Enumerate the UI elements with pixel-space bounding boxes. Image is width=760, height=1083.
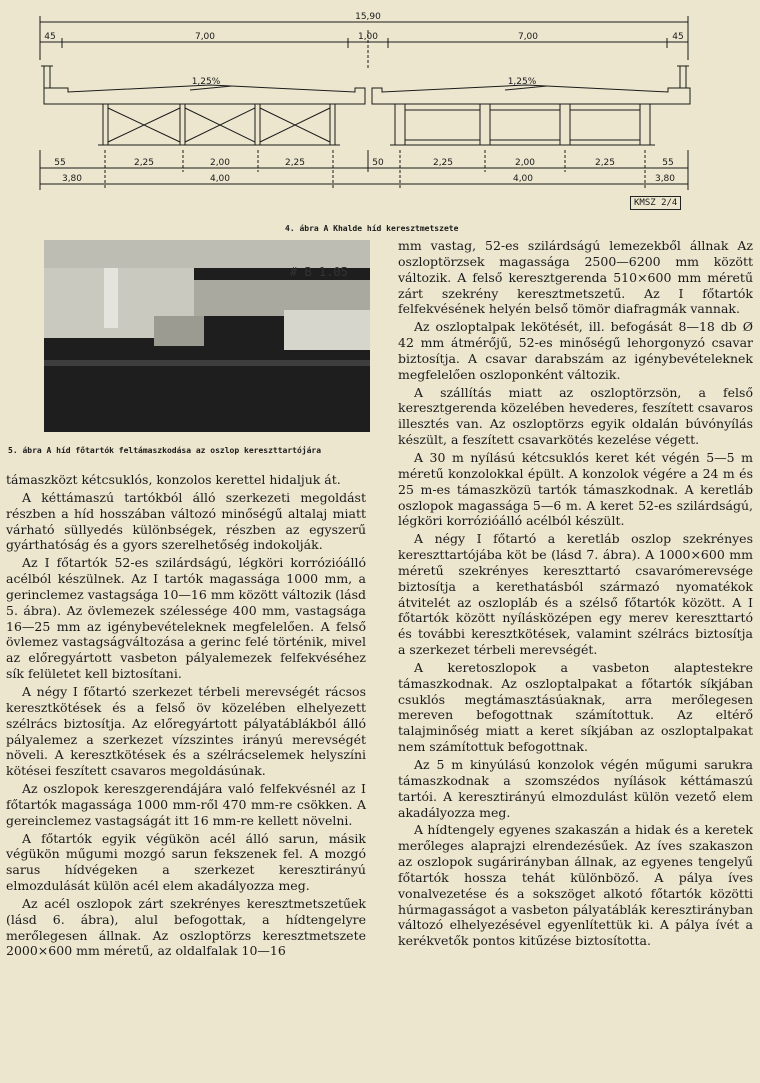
dim-bottom-8: 2,25 xyxy=(594,158,616,168)
right-text-column xyxy=(398,238,753,949)
paragraph: Az oszloptalpak lekötését, ill. befogását 8—18 db Ø 42 mm átmérőjű, 52-es minőségű lehorgonyzó csavar biztosítja. A csavar darabszám az igénybevételeknek megfelelően oszloponként változik. xyxy=(398,319,753,382)
paragraph: A főtartók egyik végükön acél álló sarun, másik végükön műgumi mozgó sarun fekszenek fel. A mozgó sarus hídvégeken a szerkezet keresztirányú elmozdulását külön acél elem akadályozza meg. xyxy=(6,830,366,894)
slope-right: 1,25% xyxy=(507,77,537,87)
dim-bottom-9: 55 xyxy=(662,158,674,168)
dim-bottom-r2-4: 3,80 xyxy=(654,174,676,184)
paragraph: mm vastag, 52-es szilárdságú lemezekből állnak Az oszloptörzsek magassága 2500—6200 mm között változik. A felső keresztgerenda 510×600 mm méretű zárt szekrény keresztmetszetű. Az I főtartók felfekvésének helyén belső tömör diafragmák vannak. xyxy=(398,238,753,317)
figure5-photo xyxy=(44,240,370,432)
dim-bottom-6: 2,25 xyxy=(432,158,454,168)
paragraph: A hídtengely egyenes szakaszán a hidak és a keretek merőleges alaprajzi elrendezésűek. Az íves szakaszon az oszlopok sugárirányban állnak, az egyenes tengelyű főtartók hossza tehát különböző. A pálya íves vonalvezetése és a sokszöget alkotó főtartók közötti húrmagasságot a vasbeton pályatáblák keresztirányban változó elhelyezésével egyenlítettük ki. A pálya ívét a kerékvetők pontos kitűzése biztosította. xyxy=(398,822,753,949)
paragraph: A kéttámaszú tartókból álló szerkezeti megoldást részben a híd hosszában változó minőségű altalaj miatt várható süllyedés különbségek, részben az egyszerű gyárthatóság és a gyors szerelhetőség indokolják. xyxy=(6,489,366,553)
figure5-caption: 5. ábra A híd főtartók feltámaszkodása az oszlop kereszttartójára xyxy=(8,446,322,455)
paragraph: Az 5 m kinyúlású konzolok végén műgumi sarukra támaszkodnak a szomszédos nyílások kéttámaszú tartói. A keresztirányú elmozdulást külön vezető elem akadályozza meg. xyxy=(398,757,753,820)
dim-bottom-7: 2,00 xyxy=(514,158,536,168)
dim-bottom-3: 2,00 xyxy=(209,158,231,168)
dim-bottom-1: 55 xyxy=(54,158,66,168)
dim-right-overhang: 45 xyxy=(672,32,684,42)
dim-bottom-4: 2,25 xyxy=(284,158,306,168)
photo-image xyxy=(44,240,370,432)
paragraph: támaszközt kétcsuklós, konzolos kerettel hidaljuk át. xyxy=(6,472,341,487)
paragraph: A négy I főtartó a keretláb oszlop szekrényes kereszttartójába köt be (lásd 7. ábra). A 1000×600 mm méretű szekrényes kereszttartó csavarómerevsége biztosítja a kerethatásból származó nyomatékok átvitelét az oszlopláb és a szélső főtartók között. A I főtartók között nyílásközépen egy merev kereszttartó és további keresztkötések, valamint szélrács biztosítja a szerkezet térbeli merevségét. xyxy=(398,531,753,658)
paragraph: Az I főtartók 52-es szilárdságú, légköri korrózióálló acélból készülnek. Az I tartók magassága 1000 mm, a gerinclemez vastagsága 10—16 mm között változik (lásd 5. ábra). Az övlemezek szélessége 400 mm, vastagsága 16—25 mm az igénybevételeknek megfelelően. A felső övlemez vastagságváltozása a gerinc felé történik, mivel az előregyártott vasbeton pályalemezek felfekvéséhez sík felületet kell biztosítani. xyxy=(6,555,366,682)
left-text-column xyxy=(6,472,366,959)
photo-label: # B 1.05 xyxy=(290,265,348,279)
dim-total: 15,90 xyxy=(355,12,381,22)
paragraph: A szállítás miatt az oszloptörzsön, a felső keresztgerenda közelében hevederes, feszített csavaros illesztés van. Az oszloptörzs egyik oldalán búvónyílás készült, a feszített csavarkötés kezelése végett. xyxy=(398,384,753,448)
dim-bottom-r2-1: 3,80 xyxy=(61,174,83,184)
paragraph: A keretoszlopok a vasbeton alaptestekre támaszkodnak. Az oszloptalpakat a főtartók síkjában csuklós megtámasztásúaknak, arra merőlegesen mereven befogottnak számítottuk. Az eltérő talajminőség miatt a keret síkjában az oszloptalpakat nem számítottuk befogottnak. xyxy=(398,659,753,755)
dim-left-overhang: 45 xyxy=(44,32,56,42)
dim-bottom-r2-3: 4,00 xyxy=(512,174,534,184)
dim-left-span: 7,00 xyxy=(194,32,216,42)
dim-right-span: 7,00 xyxy=(517,32,539,42)
dim-bottom-r2-2: 4,00 xyxy=(209,174,231,184)
paragraph: A négy I főtartó szerkezet térbeli merevségét rácsos keresztkötések és a felső öv közelében elhelyezett szélrács biztosítja. Az előregyártott pályatáblákból álló pályalemez a szerkezet vízszintes irányú merevségét növeli. A keresztkötések és a szélrácselemek helyszíni kötései feszített csavaros megoldásúnak. xyxy=(6,683,366,779)
drawing-stamp: KMSZ 2/4 xyxy=(630,196,681,210)
paragraph: A 30 m nyílású kétcsuklós keret két végén 5—5 m méretű konzolokkal épült. A konzolok végére a 24 m és 25 m-es támaszközü tartók támaszkodnak. A keretláb oszlopok magassága 5—6 m. A keret 52-es szilárdságú, légköri korrózióálló acélból készült. xyxy=(398,449,753,529)
slope-left: 1,25% xyxy=(191,77,221,87)
dim-bottom-5: 50 xyxy=(372,158,384,168)
dim-middle: 1,00 xyxy=(357,32,379,42)
paragraph: Az oszlopok kereszgerendájára való felfekvésnél az I főtartók magassága 1000 mm-ről 470 mm-re csökken. A gereinclemez vastagságát itt 16 mm-re kellett növelni. xyxy=(6,781,366,828)
dim-bottom-2: 2,25 xyxy=(133,158,155,168)
paragraph: Az acél oszlopok zárt szekrényes keresztmetszetűek (lásd 6. ábra), alul befogottak, a hídtengelyre merőlegesen állnak. Az oszloptörzs keresztmetszete 2000×600 mm méretű, az oldalfalak 10—16 xyxy=(6,895,366,959)
figure4-caption: 4. ábra A Khalde híd keresztmetszete xyxy=(285,224,459,233)
